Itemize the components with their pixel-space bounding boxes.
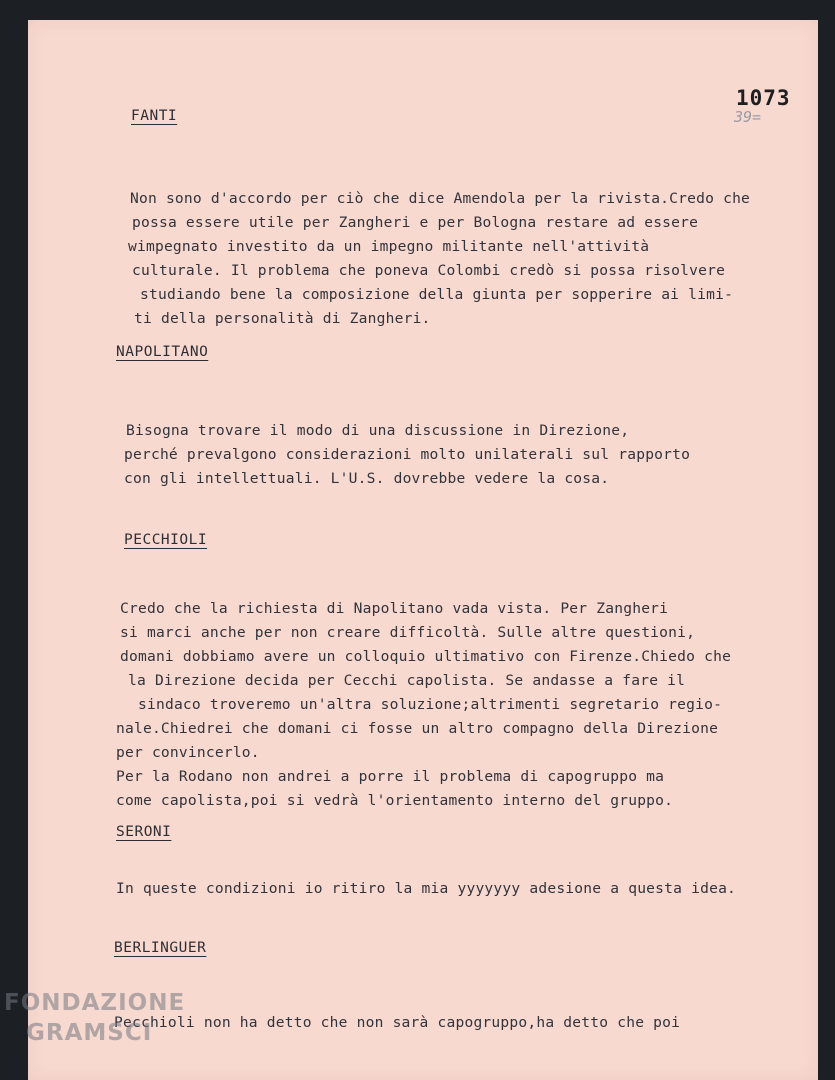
watermark-line1: FONDAZIONE: [4, 990, 186, 1016]
handwritten-page-number: 39=: [734, 108, 762, 126]
text-line: wimpegnato investito da un impegno militante nell'attività: [128, 238, 650, 255]
text-line: la Direzione decida per Cecchi capolista. Se andasse a fare il: [128, 672, 686, 689]
text-line: come capolista,poi si vedrà l'orientamento interno del gruppo.: [116, 792, 674, 809]
text-line: sindaco troveremo un'altra soluzione;altrimenti segretario regio-: [138, 696, 723, 713]
speaker-napolitano: NAPOLITANO: [116, 344, 209, 360]
speaker-seroni: SERONI: [116, 824, 172, 840]
text-line: Bisogna trovare il modo di una discussione in Direzione,: [126, 422, 630, 439]
text-line: Credo che la richiesta di Napolitano vada vista. Per Zangheri: [120, 600, 669, 617]
text-line: possa essere utile per Zangheri e per Bologna restare ad essere: [132, 214, 699, 231]
fondazione-gramsci-watermark: [4, 990, 214, 1060]
watermark-line2: GRAMSCI: [26, 1020, 153, 1046]
text-line: studiando bene la composizione della giunta per sopperire ai limi-: [140, 286, 734, 303]
text-line: si marci anche per non creare difficoltà. Sulle altre questioni,: [120, 624, 696, 641]
text-line: nale.Chiedrei che domani ci fosse un altro compagno della Direzione: [116, 720, 719, 737]
text-line: Pecchioli non ha detto che non sarà capogruppo,ha detto che poi: [114, 1014, 681, 1031]
text-line: domani dobbiamo avere un colloquio ultimativo con Firenze.Chiedo che: [120, 648, 732, 665]
text-line: con gli intellettuali. L'U.S. dovrebbe vedere la cosa.: [124, 470, 610, 487]
text-line: ti della personalità di Zangheri.: [134, 310, 431, 327]
text-line: Non sono d'accordo per ciò che dice Amendola per la rivista.Credo che: [130, 190, 751, 207]
text-line: In queste condizioni io ritiro la mia yyyyyyy adesione a questa idea.: [116, 880, 737, 897]
document-page: [28, 20, 818, 1080]
text-line: perché prevalgono considerazioni molto unilaterali sul rapporto: [124, 446, 691, 463]
page-number: 1073: [736, 86, 791, 110]
speaker-fanti: FANTI: [131, 108, 178, 124]
text-line: culturale. Il problema che poneva Colombi credò si possa risolvere: [132, 262, 726, 279]
text-line: Per la Rodano non andrei a porre il problema di capogruppo ma: [116, 768, 665, 785]
text-line: per convincerlo.: [116, 744, 260, 761]
speaker-pecchioli: PECCHIOLI: [124, 532, 208, 548]
speaker-berlinguer: BERLINGUER: [114, 940, 207, 956]
